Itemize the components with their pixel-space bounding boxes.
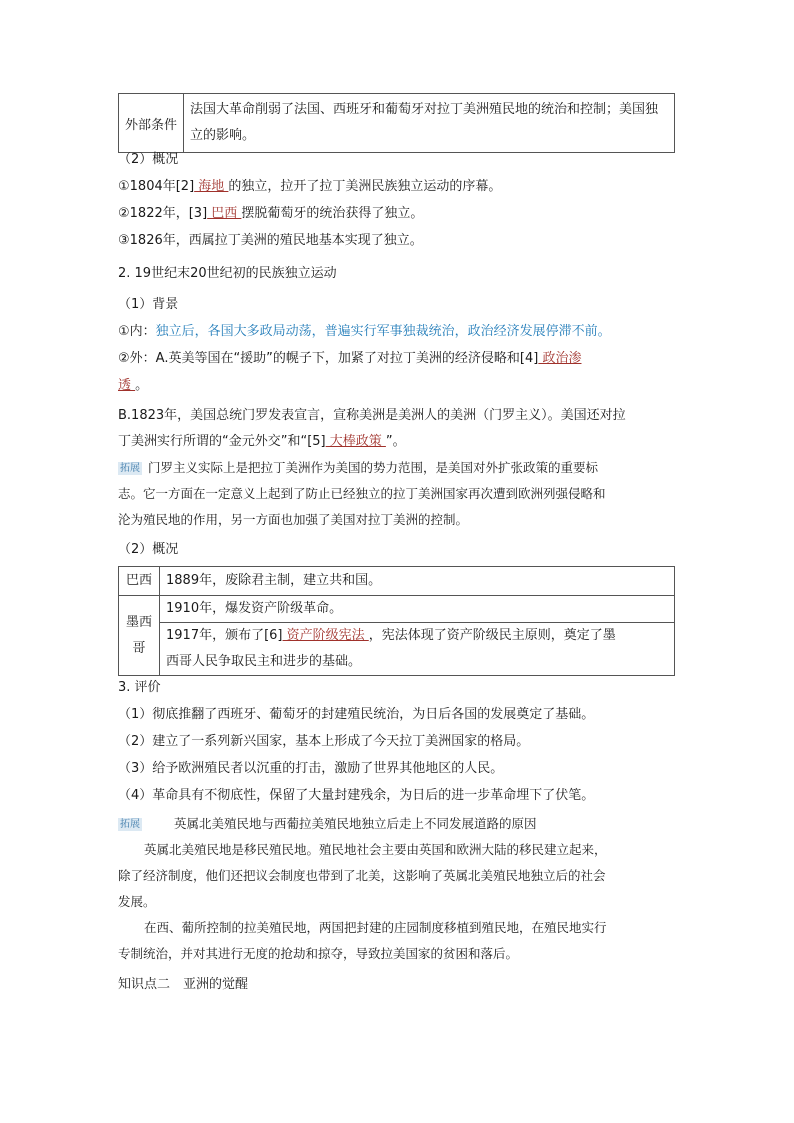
overview1-heading: （2）概况 [118,152,179,167]
overview1-line-2: ②1822年，[3] 巴西 摆脱葡萄牙的统治获得了独立。 [118,206,424,221]
extension-note-2: 拓展 英属北美殖民地与西葡拉美殖民地独立后走上不同发展道路的原因 英属北美殖民地是移民殖民地。殖民地社会主要由英国和欧洲大陆的移民建立起来， 除了经济制度，他们还把议会制度也带到了北美，这影响了英属北美殖民地独立后的社会 发展。 在西、葡所控制的拉美殖民地，两国把封建的庄园制度移植到殖民地，在殖民地实行 专制统治，并对其进行无度的抢劫和掠夺，导致拉美国家的贫困和落后。 [118,816,607,961]
mexico-text-1: 1910年，爆发资产阶级革命。 [160,596,675,623]
overview2-heading: （2）概况 [118,542,179,557]
mexico-label: 墨西 哥 [119,596,160,676]
background-heading: （1）背景 [118,297,179,312]
external-conditions-text: 法国大革命削弱了法国、西班牙和葡萄牙对拉丁美洲殖民地的统治和控制；美国独立的影响。 [184,94,675,153]
answer-blank-5: 大棒政策 [325,434,386,449]
answer-blank-3: 巴西 [207,206,242,221]
extension-tag: 拓展 [120,819,140,830]
brazil-label: 巴西 [119,567,160,596]
background-outer-cont: 透 。 [118,378,149,393]
evaluation-heading: 3. 评价 [118,680,161,695]
external-conditions-table [118,93,675,153]
section2-title: 2. 19世纪末20世纪初的民族独立运动 [118,266,337,281]
background-b-line-2: 丁美洲实行所谓的“金元外交”和“[5] 大棒政策 ”。 [118,434,406,449]
mexico-text-2: 1917年，颁布了[6] 资产阶级宪法 ，宪法体现了资产阶级民主原则，奠定了墨 西哥人民争取民主和进步的基础。 [160,623,675,676]
answer-blank-6: 资产阶级宪法 [282,628,369,643]
background-b-line-1: B.1823年，美国总统门罗发表宣言，宣称美洲是美洲人的美洲（门罗主义）。美国还对拉 [118,408,626,423]
overview2-table [118,566,675,676]
external-conditions-label: 外部条件 [119,94,184,153]
evaluation-item: （1）彻底推翻了西班牙、葡萄牙的封建殖民统治，为日后各国的发展奠定了基础。 [118,707,595,722]
overview1-line-1: ①1804年[2] 海地 的独立，拉开了拉丁美洲民族独立运动的序幕。 [118,179,502,194]
extension-title: 英属北美殖民地与西葡拉美殖民地独立后走上不同发展道路的原因 [174,816,537,831]
overview1-line-3: ③1826年，西属拉丁美洲的殖民地基本实现了独立。 [118,233,423,248]
answer-blank-4a: 政治渗 [538,351,582,366]
answer-blank-4b: 透 [118,378,136,393]
background-outer: ②外：A.英美等国在“援助”的幌子下，加紧了对拉丁美洲的经济侵略和[4] 政治渗 [118,351,582,366]
evaluation-item: （4）革命具有不彻底性，保留了大量封建残余，为日后的进一步革命埋下了伏笔。 [118,788,595,803]
knowledge-point-2-title: 知识点二 亚洲的觉醒 [118,977,249,992]
evaluation-item: （2）建立了一系列新兴国家，基本上形成了今天拉丁美洲国家的格局。 [118,734,530,749]
extension-note-1: 拓展 门罗主义实际上是把拉丁美洲作为美国的势力范围，是美国对外扩张政策的重要标 志。它一方面在一定意义上起到了防止已经独立的拉丁美洲国家再次遭到欧洲列强侵略和 沦为殖民地的作用，另一方面也加强了美国对拉丁美洲的控制。 [118,460,606,527]
evaluation-item: （3）给予欧洲殖民者以沉重的打击，激励了世界其他地区的人民。 [118,761,504,776]
background-inner-answer: 独立后，各国大多政局动荡，普遍实行军事独裁统治，政治经济发展停滞不前。 [155,324,611,339]
brazil-text: 1889年，废除君主制，建立共和国。 [160,567,675,596]
background-inner: ①内：独立后，各国大多政局动荡，普遍实行军事独裁统治，政治经济发展停滞不前。 [118,324,611,339]
extension-tag: 拓展 [120,463,140,474]
answer-blank-2: 海地 [194,179,229,194]
